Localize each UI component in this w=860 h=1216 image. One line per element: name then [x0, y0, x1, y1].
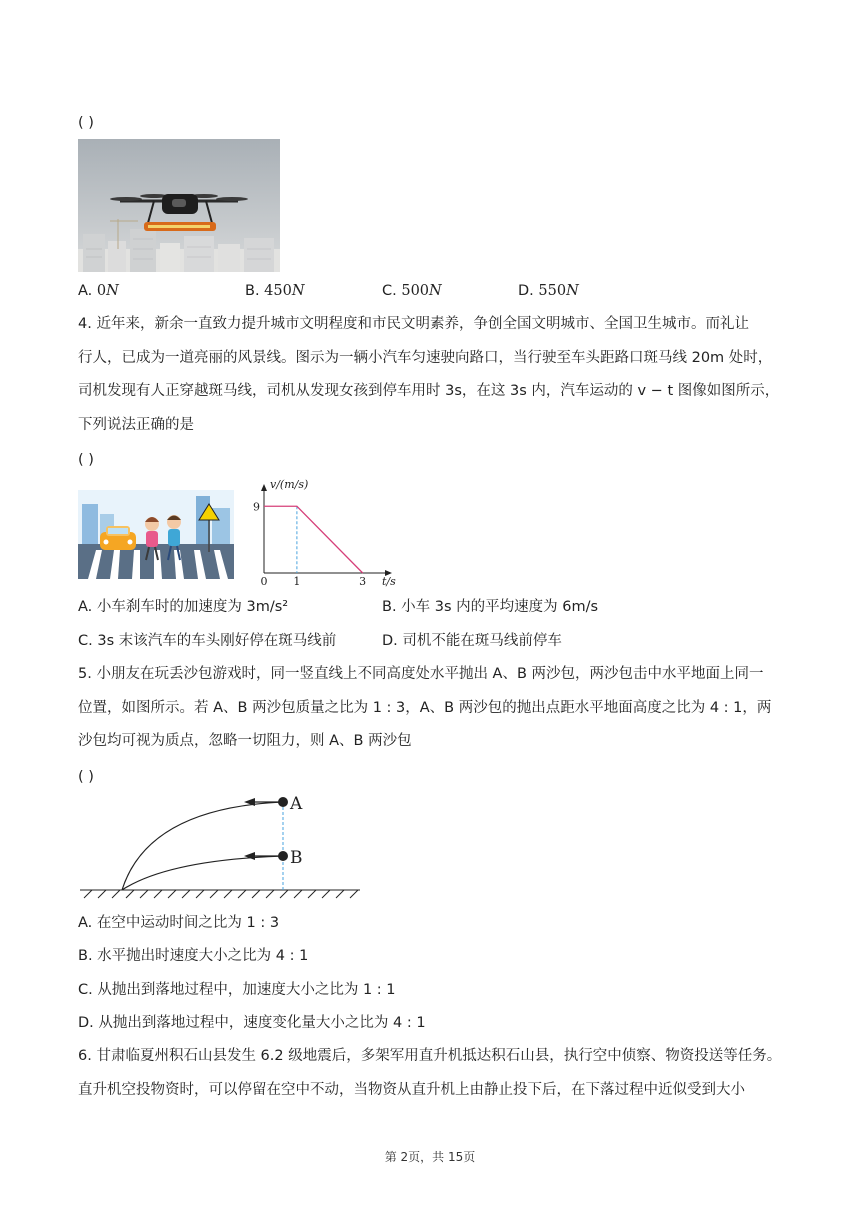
sandbag-b	[278, 851, 288, 861]
q5-option-b[interactable]: B. 水平抛出时速度大小之比为 4 : 1	[78, 948, 309, 964]
q4-stem-line-1: 4. 近年来，新余一直致力提升城市文明程度和市民文明素养，争创全国文明城市、全国卫生城市。而礼让	[78, 316, 749, 332]
q5-answer-paren: ( )	[78, 769, 94, 785]
option-label: B.	[245, 283, 265, 299]
label-a: A	[290, 794, 303, 814]
option-value: 450	[264, 283, 292, 299]
crosswalk-illustration	[78, 490, 234, 579]
option-value: 500	[401, 283, 430, 299]
q4-option-c[interactable]: C. 3s 末该汽车的车头刚好停在斑马线前	[78, 633, 337, 649]
sandbag-a	[278, 797, 288, 807]
q5-option-a[interactable]: A. 在空中运动时间之比为 1 : 3	[78, 915, 280, 931]
option-unit: N	[291, 283, 305, 299]
q6-stem-line-1: 6. 甘肃临夏州积石山县发生 6.2 级地震后，多架军用直升机抵达积石山县，执行空中侦察、物资投送等任务。	[78, 1048, 782, 1064]
velocity-line	[264, 506, 363, 573]
q3-option-b[interactable]	[245, 281, 305, 301]
q4-option-d[interactable]: D. 司机不能在斑马线前停车	[382, 633, 562, 649]
q4-option-b[interactable]: B. 小车 3s 内的平均速度为 6m/s	[382, 599, 599, 615]
q4-option-a[interactable]: A. 小车刹车时的加速度为 3m/s²	[78, 599, 289, 615]
y-axis-label: v/(m/s)	[270, 478, 309, 491]
option-unit: N	[566, 283, 579, 299]
q5-stem-line-2: 位置，如图所示。若 A、B 两沙包质量之比为 1 : 3，A、B 两沙包的抛出点距水平地面高度之比为 4 : 1，两	[78, 700, 772, 716]
q5-option-c[interactable]: C. 从抛出到落地过程中，加速度大小之比为 1 : 1	[78, 982, 396, 998]
q4-stem-line-2: 行人，已成为一道亮丽的风景线。图示为一辆小汽车匀速驶向路口，当行驶至车头距路口斑马线 20m 处时，	[78, 350, 773, 366]
q3-answer-paren: ( )	[78, 115, 94, 131]
q3-option-c[interactable]	[382, 281, 442, 301]
y-axis-arrow	[261, 484, 267, 491]
option-unit: N	[106, 283, 119, 299]
q3-option-d[interactable]	[518, 281, 579, 301]
trajectory-b	[122, 856, 283, 890]
trajectory-a	[122, 802, 283, 890]
q4-stem-line-3: 司机发现有人正穿越斑马线，司机从发现女孩到停车用时 3s，在这 3s 内，汽车运动的 v − t 图像如图所示，	[78, 383, 780, 399]
q4-stem-line-4: 下列说法正确的是	[78, 417, 194, 433]
q6-stem-line-2: 直升机空投物资时，可以停留在空中不动，当物资从直升机上由静止投下后，在下落过程中近似受到大小	[78, 1082, 745, 1098]
arrowhead-b	[244, 852, 255, 860]
x-tick-label: 3	[359, 575, 367, 588]
q5-stem-line-3: 沙包均可视为质点，忽略一切阻力，则 A、B 两沙包	[78, 733, 412, 749]
projectile-diagram	[78, 788, 368, 906]
option-label: C.	[382, 283, 402, 299]
q4-answer-paren: ( )	[78, 452, 94, 468]
x-tick-label: 0	[260, 575, 268, 588]
y-tick-label: 9	[253, 500, 260, 514]
q5-stem-line-1: 5. 小朋友在玩丢沙包游戏时，同一竖直线上不同高度处水平抛出 A、B 两沙包，两沙包击中水平地面上同一	[78, 666, 764, 682]
option-unit: N	[429, 283, 442, 299]
x-axis-label: t/s	[382, 575, 396, 588]
q3-option-a[interactable]	[78, 281, 119, 301]
option-value: 0	[96, 283, 107, 299]
drone-photo	[78, 139, 280, 272]
x-tick-label: 1	[293, 575, 301, 588]
vt-graph	[246, 476, 406, 588]
q5-option-d[interactable]: D. 从抛出到落地过程中，速度变化量大小之比为 4 : 1	[78, 1015, 426, 1031]
label-b: B	[290, 848, 303, 868]
option-value: 550	[538, 283, 567, 299]
option-label: A.	[78, 283, 97, 299]
page-footer: 第 2页，共 15页	[384, 1150, 476, 1164]
option-label: D.	[518, 283, 539, 299]
ground-hatching	[80, 890, 360, 898]
